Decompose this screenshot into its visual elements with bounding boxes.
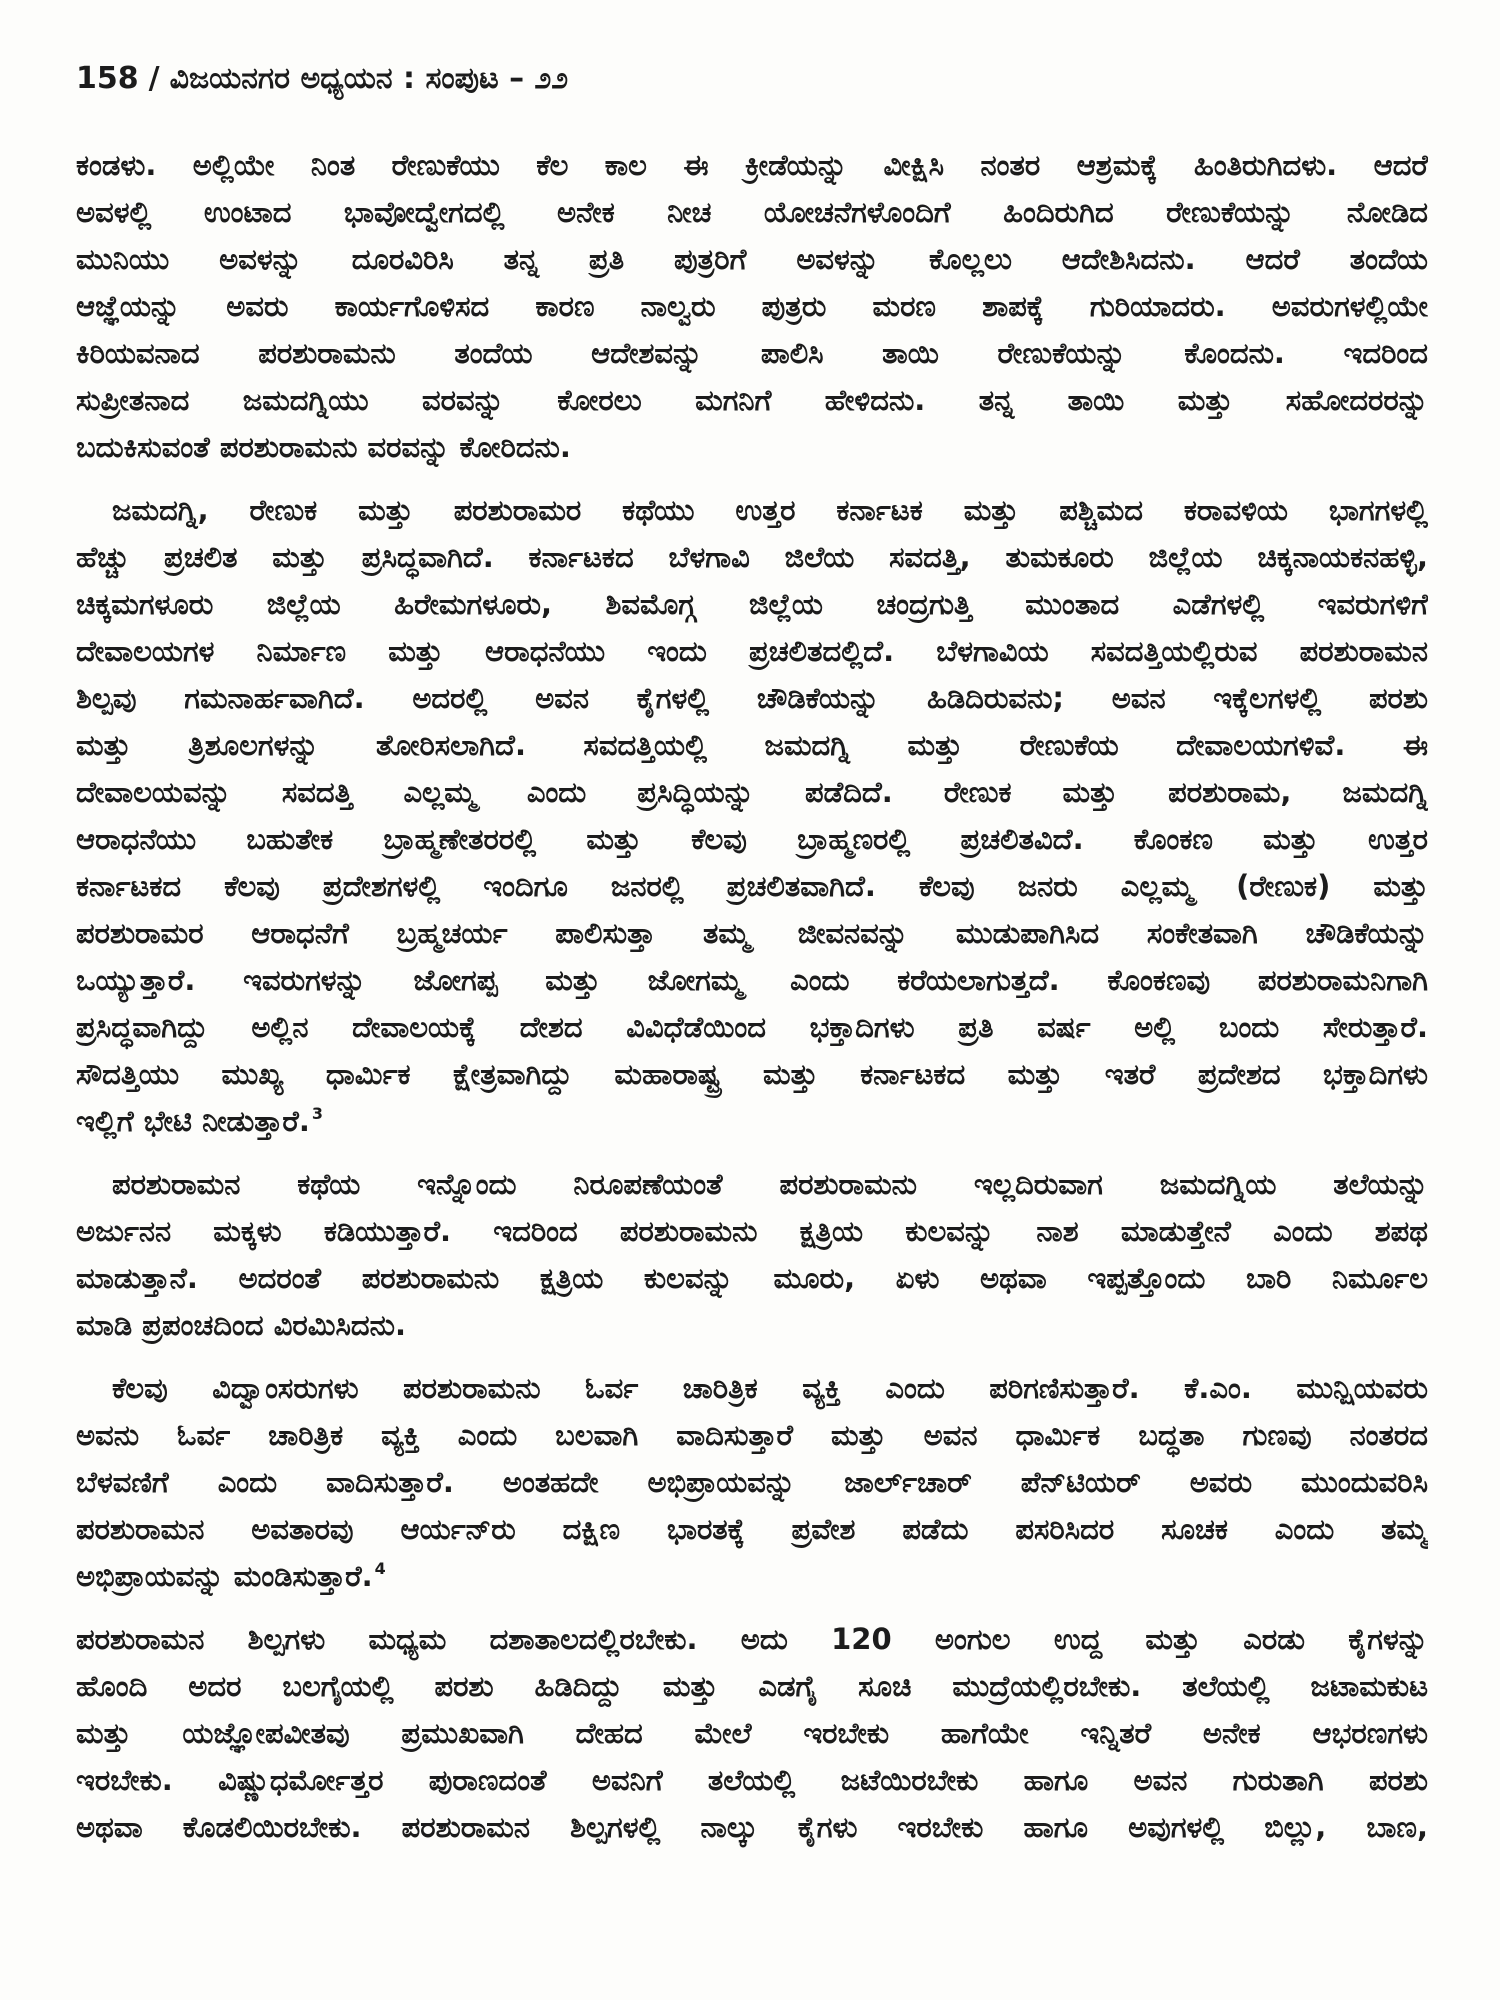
text-line: ಒಯ್ಯುತ್ತಾರೆ. ಇವರುಗಳನ್ನು ಜೋಗಪ್ಪ ಮತ್ತು ಜೋಗಮ್ಮ ಎಂದು ಕರೆಯಲಾಗುತ್ತದೆ. ಕೊಂಕಣವು ಪರಶುರಾಮನಿಗಾಗಿ — [76, 963, 1428, 997]
paragraph-3 — [76, 1161, 1428, 1349]
text-line: ಕಿರಿಯವನಾದ ಪರಶುರಾಮನು ತಂದೆಯ ಆದೇಶವನ್ನು ಪಾಲಿಸಿ ತಾಯಿ ರೇಣುಕೆಯನ್ನು ಕೊಂದನು. ಇದರಿಂದ — [76, 336, 1428, 370]
text-line: ಕರ್ನಾಟಕದ ಕೆಲವು ಪ್ರದೇಶಗಳಲ್ಲಿ ಇಂದಿಗೂ ಜನರಲ್ಲಿ ಪ್ರಚಲಿತವಾಗಿದೆ. ಕೆಲವು ಜನರು ಎಲ್ಲಮ್ಮ (ರೇಣುಕ) ಮತ್ತು — [76, 869, 1428, 903]
text-line: ಮುನಿಯು ಅವಳನ್ನು ದೂರವಿರಿಸಿ ತನ್ನ ಪ್ರತಿ ಪುತ್ರರಿಗೆ ಅವಳನ್ನು ಕೊಲ್ಲಲು ಆದೇಶಿಸಿದನು. ಆದರೆ ತಂದೆಯ — [76, 242, 1428, 276]
text-line: ಮಾಡುತ್ತಾನೆ. ಅದರಂತೆ ಪರಶುರಾಮನು ಕ್ಷತ್ರಿಯ ಕುಲವನ್ನು ಮೂರು, ಏಳು ಅಥವಾ ಇಪ್ಪತ್ತೊಂದು ಬಾರಿ ನಿರ್ಮೂಲ — [76, 1261, 1428, 1295]
text-line: ಪ್ರಸಿದ್ಧವಾಗಿದ್ದು ಅಲ್ಲಿನ ದೇವಾಲಯಕ್ಕೆ ದೇಶದ ವಿವಿಧೆಡೆಯಿಂದ ಭಕ್ತಾದಿಗಳು ಪ್ರತಿ ವರ್ಷ ಅಲ್ಲಿ ಬಂದು ಸೇರುತ್ತಾರೆ. — [76, 1010, 1428, 1044]
text-line: ಕೆಲವು ವಿದ್ವಾಂಸರುಗಳು ಪರಶುರಾಮನು ಓರ್ವ ಚಾರಿತ್ರಿಕ ವ್ಯಕ್ತಿ ಎಂದು ಪರಿಗಣಿಸುತ್ತಾರೆ. ಕೆ.ಎಂ. ಮುನ್ಷಿಯವರು — [112, 1371, 1428, 1405]
page-number: 158 — [76, 61, 139, 96]
body-text — [76, 142, 1428, 1851]
text-line: ಮತ್ತು ಯಜ್ಞೋಪವೀತವು ಪ್ರಮುಖವಾಗಿ ದೇಹದ ಮೇಲೆ ಇರಬೇಕು ಹಾಗೆಯೇ ಇನ್ನಿತರೆ ಅನೇಕ ಆಭರಣಗಳು — [76, 1716, 1428, 1750]
text-line: ಕಂಡಳು. ಅಲ್ಲಿಯೇ ನಿಂತ ರೇಣುಕೆಯು ಕೆಲ ಕಾಲ ಈ ಕ್ರೀಡೆಯನ್ನು ವೀಕ್ಷಿಸಿ ನಂತರ ಆಶ್ರಮಕ್ಕೆ ಹಿಂತಿರುಗಿದಳು. ಆದರೆ — [76, 148, 1428, 182]
text-line: ಹೊಂದಿ ಅದರ ಬಲಗೈಯಲ್ಲಿ ಪರಶು ಹಿಡಿದಿದ್ದು ಮತ್ತು ಎಡಗೈ ಸೂಚಿ ಮುದ್ರೆಯಲ್ಲಿರಬೇಕು. ತಲೆಯಲ್ಲಿ ಜಟಾಮಕುಟ — [76, 1669, 1428, 1703]
text-line: ಚಿಕ್ಕಮಗಳೂರು ಜಿಲ್ಲೆಯ ಹಿರೇಮಗಳೂರು, ಶಿವಮೊಗ್ಗ ಜಿಲ್ಲೆಯ ಚಂದ್ರಗುತ್ತಿ ಮುಂತಾದ ಎಡೆಗಳಲ್ಲಿ ಇವರುಗಳಿಗೆ — [76, 587, 1428, 621]
running-title: ವಿಜಯನಗರ ಅಧ್ಯಯನ : ಸಂಪುಟ – ೨೨ — [169, 61, 569, 96]
text-line: ಸುಪ್ರೀತನಾದ ಜಮದಗ್ನಿಯು ವರವನ್ನು ಕೋರಲು ಮಗನಿಗೆ ಹೇಳಿದನು. ತನ್ನ ತಾಯಿ ಮತ್ತು ಸಹೋದರರನ್ನು — [76, 383, 1428, 417]
text-line: ಹೆಚ್ಚು ಪ್ರಚಲಿತ ಮತ್ತು ಪ್ರಸಿದ್ಧವಾಗಿದೆ. ಕರ್ನಾಟಕದ ಬೆಳಗಾವಿ ಜಿಲೆಯ ಸವದತ್ತಿ, ತುಮಕೂರು ಜಿಲ್ಲೆಯ ಚಿಕ್ಕನಾಯಕನಹಳ್ಳಿ, — [76, 540, 1428, 574]
text-line: ಆಜ್ಞೆಯನ್ನು ಅವರು ಕಾರ್ಯಗೊಳಿಸದ ಕಾರಣ ನಾಲ್ವರು ಪುತ್ರರು ಮರಣ ಶಾಪಕ್ಕೆ ಗುರಿಯಾದರು. ಅವರುಗಳಲ್ಲಿಯೇ — [76, 289, 1428, 323]
line-text: ಇಲ್ಲಿಗೆ ಭೇಟಿ ನೀಡುತ್ತಾರೆ. — [76, 1104, 310, 1138]
text-line: ಪರಶುರಾಮನ ಶಿಲ್ಪಗಳು ಮಧ್ಯಮ ದಶಾತಾಲದಲ್ಲಿರಬೇಕು. ಅದು 120 ಅಂಗುಲ ಉದ್ದ ಮತ್ತು ಎರಡು ಕೈಗಳನ್ನು — [76, 1622, 1428, 1656]
text-line: ಜಮದಗ್ನಿ, ರೇಣುಕ ಮತ್ತು ಪರಶುರಾಮರ ಕಥೆಯು ಉತ್ತರ ಕರ್ನಾಟಕ ಮತ್ತು ಪಶ್ಚಿಮದ ಕರಾವಳಿಯ ಭಾಗಗಳಲ್ಲಿ — [112, 493, 1428, 527]
text-line — [76, 1098, 1428, 1145]
text-line: ಅವಳಲ್ಲಿ ಉಂಟಾದ ಭಾವೋದ್ವೇಗದಲ್ಲಿ ಅನೇಕ ನೀಚ ಯೋಚನೆಗಳೊಂದಿಗೆ ಹಿಂದಿರುಗಿದ ರೇಣುಕೆಯನ್ನು ನೋಡಿದ — [76, 195, 1428, 229]
paragraph-1 — [76, 142, 1428, 471]
line-text: ಅಭಿಪ್ರಾಯವನ್ನು ಮಂಡಿಸುತ್ತಾರೆ. — [76, 1559, 373, 1593]
text-line: ಅರ್ಜುನನ ಮಕ್ಕಳು ಕಡಿಯುತ್ತಾರೆ. ಇದರಿಂದ ಪರಶುರಾಮನು ಕ್ಷತ್ರಿಯ ಕುಲವನ್ನು ನಾಶ ಮಾಡುತ್ತೇನೆ ಎಂದು ಶಪಥ — [76, 1214, 1428, 1248]
text-line: ಅಥವಾ ಕೊಡಲಿಯಿರಬೇಕು. ಪರಶುರಾಮನ ಶಿಲ್ಪಗಳಲ್ಲಿ ನಾಲ್ಕು ಕೈಗಳು ಇರಬೇಕು ಹಾಗೂ ಅವುಗಳಲ್ಲಿ ಬಿಲ್ಲು, ಬಾಣ, — [76, 1810, 1428, 1844]
text-line: ಪರಶುರಾಮನ ಅವತಾರವು ಆರ್ಯನ್‌ರು ದಕ್ಷಿಣ ಭಾರತಕ್ಕೆ ಪ್ರವೇಶ ಪಡೆದು ಪಸರಿಸಿದರ ಸೂಚಕ ಎಂದು ತಮ್ಮ — [76, 1512, 1428, 1546]
text-line: ಬೆಳವಣಿಗೆ ಎಂದು ವಾದಿಸುತ್ತಾರೆ. ಅಂತಹದೇ ಅಭಿಪ್ರಾಯವನ್ನು ಜಾರ್ಲ್‌ಚಾರ್ ಪೆನ್‌ಟಿಯರ್ ಅವರು ಮುಂದುವರಿಸಿ — [76, 1465, 1428, 1499]
text-line: ಇರಬೇಕು. ವಿಷ್ಣುಧರ್ಮೋತ್ತರ ಪುರಾಣದಂತೆ ಅವನಿಗೆ ತಲೆಯಲ್ಲಿ ಜಟೆಯಿರಬೇಕು ಹಾಗೂ ಅವನ ಗುರುತಾಗಿ ಪರಶು — [76, 1763, 1428, 1797]
text-line: ಬದುಕಿಸುವಂತೆ ಪರಶುರಾಮನು ವರವನ್ನು ಕೋರಿದನು. — [76, 430, 571, 464]
text-line: ಅವನು ಓರ್ವ ಚಾರಿತ್ರಿಕ ವ್ಯಕ್ತಿ ಎಂದು ಬಲವಾಗಿ ವಾದಿಸುತ್ತಾರೆ ಮತ್ತು ಅವನ ಧಾರ್ಮಿಕ ಬದ್ಧತಾ ಗುಣವು ನಂತರದ — [76, 1418, 1428, 1452]
text-line: ಪರಶುರಾಮನ ಕಥೆಯ ಇನ್ನೊಂದು ನಿರೂಪಣೆಯಂತೆ ಪರಶುರಾಮನು ಇಲ್ಲದಿರುವಾಗ ಜಮದಗ್ನಿಯ ತಲೆಯನ್ನು — [112, 1167, 1428, 1201]
text-line — [76, 1553, 1428, 1600]
text-line: ದೇವಾಲಯವನ್ನು ಸವದತ್ತಿ ಎಲ್ಲಮ್ಮ ಎಂದು ಪ್ರಸಿದ್ಧಿಯನ್ನು ಪಡೆದಿದೆ. ರೇಣುಕ ಮತ್ತು ಪರಶುರಾಮ, ಜಮದಗ್ನಿ — [76, 775, 1428, 809]
text-line: ಆರಾಧನೆಯು ಬಹುತೇಕ ಬ್ರಾಹ್ಮಣೇತರರಲ್ಲಿ ಮತ್ತು ಕೆಲವು ಬ್ರಾಹ್ಮಣರಲ್ಲಿ ಪ್ರಚಲಿತವಿದೆ. ಕೊಂಕಣ ಮತ್ತು ಉತ್ತರ — [76, 822, 1428, 856]
text-line: ಮಾಡಿ ಪ್ರಪಂಚದಿಂದ ವಿರಮಿಸಿದನು. — [76, 1308, 406, 1342]
footnote-ref: 4 — [374, 1559, 386, 1579]
text-line: ಸೌದತ್ತಿಯು ಮುಖ್ಯ ಧಾರ್ಮಿಕ ಕ್ಷೇತ್ರವಾಗಿದ್ದು ಮಹಾರಾಷ್ಟ್ರ ಮತ್ತು ಕರ್ನಾಟಕದ ಮತ್ತು ಇತರೆ ಪ್ರದೇಶದ ಭಕ್ತಾದಿಗಳು — [76, 1057, 1428, 1091]
header-separator: / — [148, 61, 160, 96]
text-line: ದೇವಾಲಯಗಳ ನಿರ್ಮಾಣ ಮತ್ತು ಆರಾಧನೆಯು ಇಂದು ಪ್ರಚಲಿತದಲ್ಲಿದೆ. ಬೆಳಗಾವಿಯ ಸವದತ್ತಿಯಲ್ಲಿರುವ ಪರಶುರಾಮನ — [76, 634, 1428, 668]
paragraph-2 — [76, 487, 1428, 1145]
footnote-ref: 3 — [311, 1104, 323, 1124]
text-line: ಪರಶುರಾಮರ ಆರಾಧನೆಗೆ ಬ್ರಹ್ಮಚರ್ಯ ಪಾಲಿಸುತ್ತಾ ತಮ್ಮ ಜೀವನವನ್ನು ಮುಡುಪಾಗಿಸಿದ ಸಂಕೇತವಾಗಿ ಚೌಡಿಕೆಯನ್ನು — [76, 916, 1428, 950]
paragraph-5 — [76, 1616, 1428, 1851]
page-header — [76, 56, 1428, 102]
text-line: ಮತ್ತು ತ್ರಿಶೂಲಗಳನ್ನು ತೋರಿಸಲಾಗಿದೆ. ಸವದತ್ತಿಯಲ್ಲಿ ಜಮದಗ್ನಿ ಮತ್ತು ರೇಣುಕೆಯ ದೇವಾಲಯಗಳಿವೆ. ಈ — [76, 728, 1428, 762]
paragraph-4 — [76, 1365, 1428, 1600]
text-line: ಶಿಲ್ಪವು ಗಮನಾರ್ಹವಾಗಿದೆ. ಅದರಲ್ಲಿ ಅವನ ಕೈಗಳಲ್ಲಿ ಚೌಡಿಕೆಯನ್ನು ಹಿಡಿದಿರುವನು; ಅವನ ಇಕ್ಕೆಲಗಳಲ್ಲಿ ಪರಶು — [76, 681, 1428, 715]
